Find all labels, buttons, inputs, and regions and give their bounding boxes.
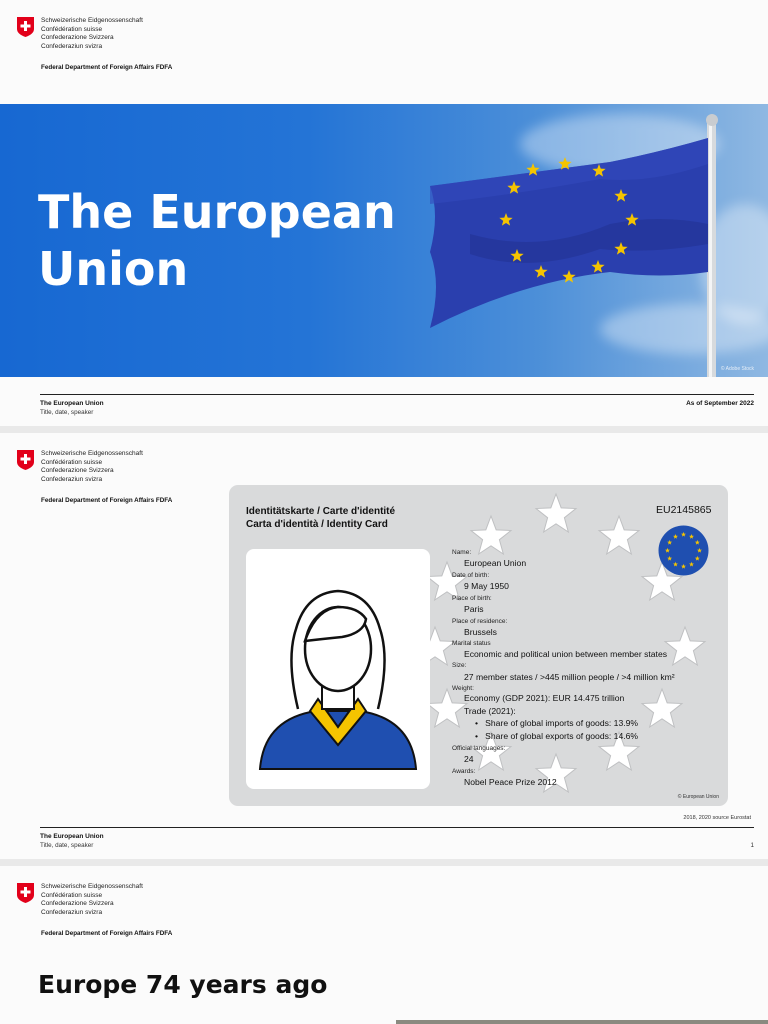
footer-date: As of September 2022 [686, 400, 754, 407]
field-label-name: Name: [452, 549, 472, 556]
field-value-size: 27 member states / >445 million people / >4 million km² [464, 672, 675, 682]
source-note: 2018, 2020 source Eurostat [683, 815, 751, 821]
field-value-dob: 9 May 1950 [464, 581, 509, 591]
identity-card [229, 485, 728, 806]
federal-languages: Schweizerische Eidgenossenschaft Confédération suisse Confederazione Svizzera Confederaziun svizra [41, 450, 143, 483]
field-label-dob: Date of birth: [452, 572, 490, 579]
person-avatar-icon [246, 549, 430, 789]
footer-subtitle: Title, date, speaker [40, 409, 94, 416]
footer-divider [40, 394, 754, 395]
field-value-residence: Brussels [464, 627, 497, 637]
federal-languages: Schweizerische Eidgenossenschaft Confédération suisse Confederazione Svizzera Confederaziun svizra [41, 17, 143, 50]
footer-subtitle: Title, date, speaker [40, 842, 94, 849]
field-value-awards: Nobel Peace Prize 2012 [464, 777, 557, 787]
slide-europe-history [0, 866, 768, 1024]
swiss-flag-icon [17, 17, 34, 37]
card-credit: © European Union [677, 794, 719, 800]
field-value-pob: Paris [464, 604, 484, 614]
field-value-languages: 24 [464, 754, 474, 764]
page-number: 1 [750, 842, 754, 849]
star-icon [642, 689, 682, 727]
field-label-languages: Official languages: [452, 745, 506, 752]
slide-title [0, 0, 768, 426]
slide-title-heading: The European Union [38, 185, 396, 296]
field-label-weight: Weight: [452, 685, 474, 692]
department-name: Federal Department of Foreign Affairs FDFA [41, 64, 173, 71]
field-value-marital: Economic and political union between member states [464, 649, 668, 659]
department-name: Federal Department of Foreign Affairs FDFA [41, 497, 173, 504]
field-label-awards: Awards: [452, 768, 476, 775]
field-label-marital: Marital status [452, 640, 491, 647]
footer-title: The European Union [40, 833, 104, 840]
department-name: Federal Department of Foreign Affairs FDFA [41, 930, 173, 937]
field-value-trade: Trade (2021): [464, 706, 516, 716]
field-label-residence: Place of residence: [452, 618, 508, 625]
portrait-photo [246, 549, 430, 789]
slide-identity-card [0, 433, 768, 859]
image-credit: © Adobe Stock [720, 366, 754, 372]
field-label-pob: Place of birth: [452, 595, 492, 602]
swiss-flag-icon [17, 450, 34, 470]
trade-bullet-imports: • Share of global imports of goods: 13.9% [475, 718, 639, 728]
footer-title: The European Union [40, 400, 104, 407]
image-strip [396, 1020, 768, 1024]
eu-emblem-icon [658, 525, 709, 576]
field-label-size: Size: [452, 662, 467, 669]
federal-languages: Schweizerische Eidgenossenschaft Confédération suisse Confederazione Svizzera Confederaziun svizra [41, 883, 143, 916]
hero-image [0, 104, 768, 377]
star-icon [536, 494, 576, 532]
card-title: Identitätskarte / Carte d'identité Carta d'identità / Identity Card [246, 506, 396, 530]
star-icon [599, 516, 639, 554]
field-value-economy: Economy (GDP 2021): EUR 14.475 trillion [464, 693, 625, 703]
field-value-name: European Union [464, 558, 527, 568]
swiss-flag-icon [17, 883, 34, 903]
footer-divider [40, 827, 754, 828]
card-id-number: EU2145865 [656, 504, 712, 516]
star-icon [471, 516, 511, 554]
slide-heading: Europe 74 years ago [38, 970, 328, 999]
star-icon [665, 627, 705, 665]
trade-bullet-exports: • Share of global exports of goods: 14.6% [475, 731, 639, 741]
star-icon [427, 689, 467, 727]
